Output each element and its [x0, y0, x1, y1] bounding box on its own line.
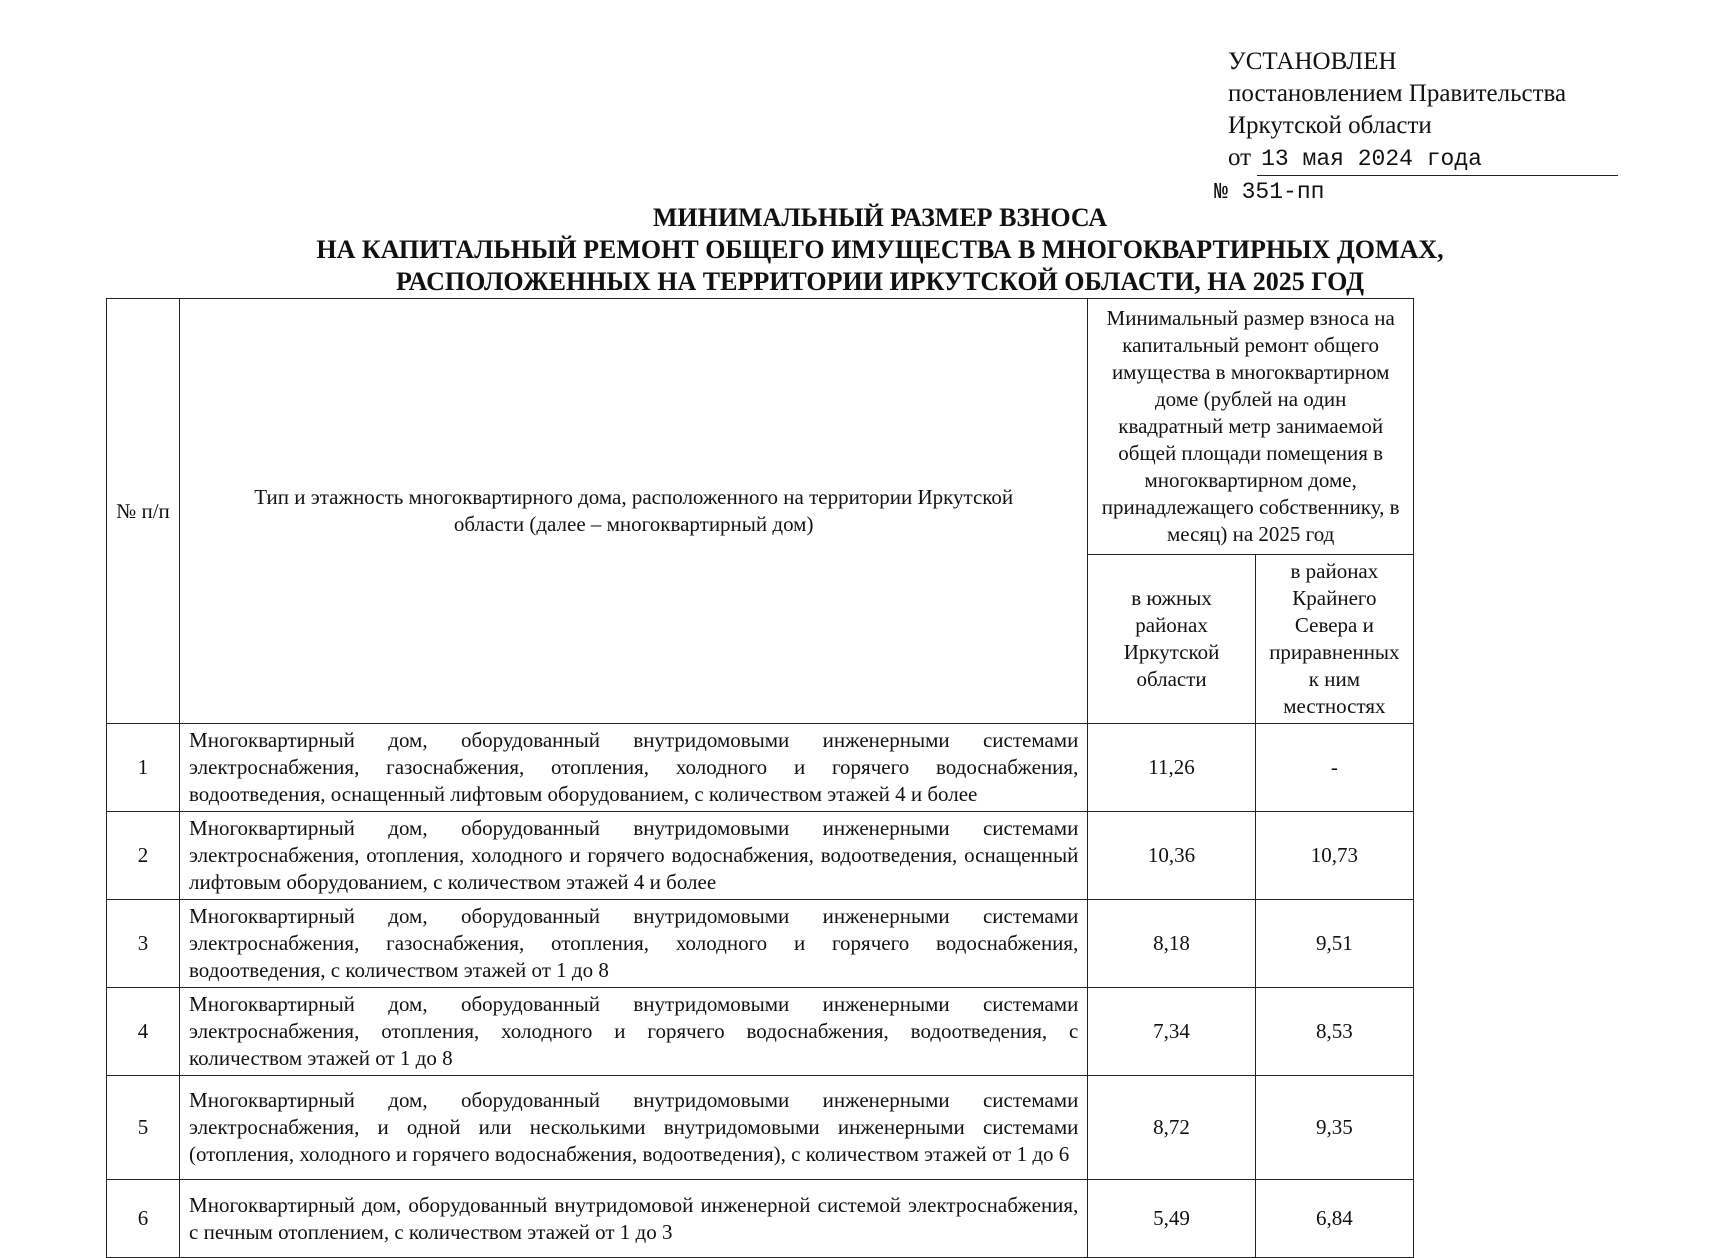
header-south: в южных районах Иркутской области [1088, 555, 1255, 724]
title-line-3: РАСПОЛОЖЕННЫХ НА ТЕРРИТОРИИ ИРКУТСКОЙ ОБЛАСТИ, НА 2025 ГОД [396, 267, 1364, 296]
approval-date-prefix: от [1228, 144, 1252, 171]
row-north-value: 9,51 [1255, 900, 1413, 988]
contribution-table [106, 298, 1414, 1258]
table-row [107, 988, 1414, 1076]
header-num: № п/п [107, 299, 180, 724]
approval-number: № 351-пп [1214, 179, 1325, 205]
header-min-size: Минимальный размер взноса на капитальный ремонт общего имущества в многоквартирном доме (рублей на один квадратный метр занимаемой общей площади помещения в многоквартирном доме, принадлежащего собственнику, в месяц) на 2025 год [1088, 299, 1414, 555]
approval-line-region: Иркутской области [1228, 112, 1432, 139]
table-row [107, 724, 1414, 812]
table-row [107, 1180, 1414, 1258]
row-south-value: 5,49 [1088, 1180, 1255, 1258]
approval-line-resolution: постановлением Правительства [1228, 80, 1567, 107]
table-body [107, 299, 1414, 1258]
table-row [107, 812, 1414, 900]
approval-line-established: УСТАНОВЛЕН [1228, 48, 1397, 75]
row-north-value: 8,53 [1255, 988, 1413, 1076]
row-number: 3 [107, 900, 180, 988]
header-row-1 [107, 299, 1414, 555]
row-number: 6 [107, 1180, 180, 1258]
table-row [107, 900, 1414, 988]
table-row [107, 1076, 1414, 1180]
row-description: Многоквартирный дом, оборудованный внутридомовой инженерной системой электроснабжения, с печным отоплением, с количеством этажей от 1 до 3 [180, 1180, 1088, 1258]
row-description: Многоквартирный дом, оборудованный внутридомовыми инженерными системами электроснабжения, газоснабжения, отопления, холодного и горячего водоснабжения, водоотведения, оснащенный лифтовым оборудованием, с количеством этажей 4 и более [180, 724, 1088, 812]
row-south-value: 8,18 [1088, 900, 1255, 988]
row-south-value: 7,34 [1088, 988, 1255, 1076]
row-number: 2 [107, 812, 180, 900]
row-description: Многоквартирный дом, оборудованный внутридомовыми инженерными системами электроснабжения, и одной или несколькими внутридомовыми инженерными системами (отопления, холодного и горячего водоснабжения, водоотведения), с количеством этажей от 1 до 6 [180, 1076, 1088, 1180]
approval-date-line [1228, 142, 1618, 176]
header-north: в районах Крайнего Севера и приравненных к ним местностях [1255, 555, 1413, 724]
row-south-value: 8,72 [1088, 1076, 1255, 1180]
row-description: Многоквартирный дом, оборудованный внутридомовыми инженерными системами электроснабжения, отопления, холодного и горячего водоснабжения, водоотведения, с количеством этажей от 1 до 8 [180, 988, 1088, 1076]
row-description: Многоквартирный дом, оборудованный внутридомовыми инженерными системами электроснабжения, отопления, холодного и горячего водоснабжения, водоотведения, оснащенный лифтовым оборудованием, с количеством этажей 4 и более [180, 812, 1088, 900]
row-south-value: 11,26 [1088, 724, 1255, 812]
row-number: 4 [107, 988, 180, 1076]
row-north-value: 10,73 [1255, 812, 1413, 900]
document-title [180, 202, 1580, 298]
approval-date: 13 мая 2024 года [1257, 143, 1618, 176]
row-number: 5 [107, 1076, 180, 1180]
row-north-value: - [1255, 724, 1413, 812]
title-line-1: МИНИМАЛЬНЫЙ РАЗМЕР ВЗНОСА [652, 203, 1108, 232]
title-line-2: НА КАПИТАЛЬНЫЙ РЕМОНТ ОБЩЕГО ИМУЩЕСТВА В МНОГОКВАРТИРНЫХ ДОМАХ, [316, 235, 1444, 264]
row-north-value: 9,35 [1255, 1076, 1413, 1180]
header-type: Тип и этажность многоквартирного дома, расположенного на территории Иркутской области (далее – многоквартирный дом) [180, 299, 1088, 724]
row-south-value: 10,36 [1088, 812, 1255, 900]
row-description: Многоквартирный дом, оборудованный внутридомовыми инженерными системами электроснабжения, газоснабжения, отопления, холодного и горячего водоснабжения, водоотведения, с количеством этажей от 1 до 8 [180, 900, 1088, 988]
approval-stamp [1214, 46, 1618, 208]
row-north-value: 6,84 [1255, 1180, 1413, 1258]
row-number: 1 [107, 724, 180, 812]
